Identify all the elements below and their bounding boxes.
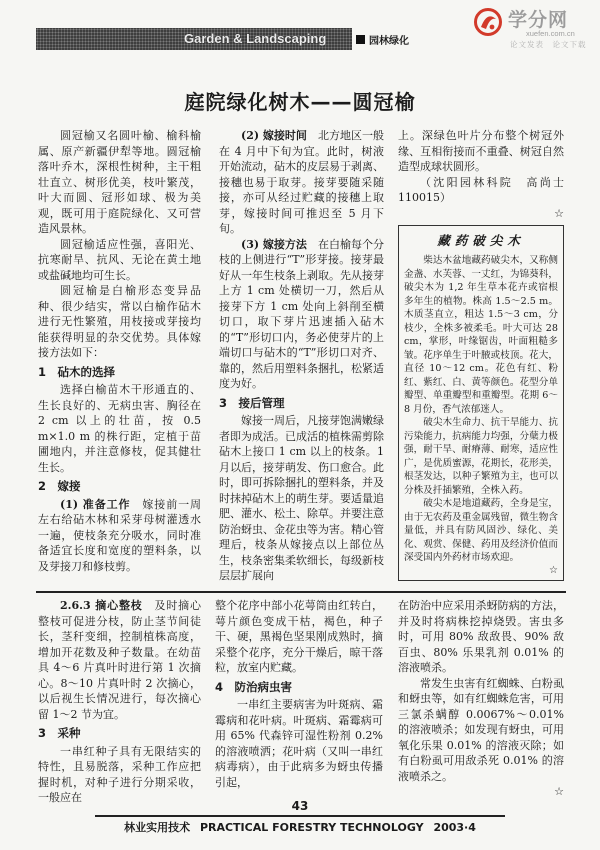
column-name: 园林绿化 <box>369 35 409 47</box>
method-paragraph <box>219 237 384 392</box>
author-byline: （沈阳园林科院 高尚士 110015） <box>398 175 575 204</box>
journal-name-cn: 林业实用技术 <box>124 821 191 834</box>
pest-paragraph-continued: 在防治中应采用杀蚜防病的方法，并及时将病株挖掉烧毁。害虫多时，可用 80% 敌敌畏、90% 敌百虫、80% 乐果乳剂 0.01% 的溶液喷杀。 <box>398 599 564 674</box>
intro-paragraph: 圆冠榆又名圆叶榆、榆科榆属、原产新疆伊犁等地。圆冠榆落叶乔木，深根性树种，主干粗壮直立、树形优美，枝叶繁茂，叶大而圆、冠形如球、极为美观，既可用于庭院绿化、又可营造风景林。 <box>38 129 201 235</box>
journal-footer <box>0 819 600 835</box>
prep-paragraph <box>38 497 201 575</box>
intro-paragraph: 圆冠榆是白榆形态变异品种、很少结实，常以白榆作砧木进行无性繁殖，用枝接或芽接均能获得明显的杂交优势。具体嫁接方法如下： <box>38 284 201 359</box>
article-title: 庭院绿化树木——圆冠榆 <box>184 90 416 114</box>
article-column-2 <box>219 128 384 584</box>
footer-divider <box>95 815 505 817</box>
subsection-text: 嫁接前一周左右给砧木林和采芽母树灌透水一遍，使枝条充分吸水，同时准备适宜长度和宽度的塑料条，以及芽接刀和修枝剪。 <box>38 497 202 573</box>
sidebar-paragraph: 柴达木盆地藏药破尖木，又称侧金盏、水芙蓉、一丈红，为锦葵科，破尖木为 1,2 年生草本花卉或宿根多年生的植物。株高 1.5～2.5 m。木质茎直立，粗达 1.5～3 cm，分枝少，全株多被柔毛。叶大可达 28 cm，掌形，叶缘锯齿，叶面粗糙多皱。花序单生于叶腋或枝顶。花大，直径 10～12 cm。花色有红、粉红、紫红、白、黄等颜色。花型分单瓣型、单重瓣型和重瓣型。花期 6～8 月份，香气浓郁迷人。 <box>404 255 558 415</box>
subsection-label: 2.6.3 摘心整枝 <box>60 599 143 612</box>
end-star-icon: ☆ <box>549 564 558 576</box>
sidebar-paragraph: 破尖木是地道藏药，全身是宝，由于无农药及重金属残留，微生物含量低，并具有防风固沙、绿化、美化、观赏、保健、药用及经济价值而深受国内外药材市场欢迎。 <box>404 498 558 563</box>
section-heading: 2 嫁接 <box>38 479 81 493</box>
subsection-text: 在白榆每个分枝的上侧进行“T”形芽接。接芽最好从一年生枝条上剥取。先从接芽上方 1 cm 处横切一刀，然后从接芽下方 1 cm 处向上斜削至横切口，取下芽片迅速插入砧木的“T”形切口内，务必使芽片的上端切口与砧木的“T”形切口对齐、靠的，然后用塑料条捆扎，松紧适度为好。 <box>219 237 384 390</box>
subsection-label: (2) 嫁接时间 <box>241 129 307 142</box>
square-bullet-icon <box>356 35 365 44</box>
journal-issue: 2003·4 <box>433 821 476 834</box>
subsection-label: (1) 准备工作 <box>60 497 131 511</box>
care-paragraph-continued: 上。深绿色叶片分布整个树冠外缘、互相衔接而不重叠、树冠自然造型成球状圆形。 <box>398 129 564 173</box>
section-heading: 3 采种 <box>38 726 81 740</box>
pest-paragraph: 常发生虫害有红蜘蛛、白粉虱和蚜虫等，如有红蜘蛛危害，可用三氯杀螨醇 0.0067%～0.01% 的溶液喷杀；如发现有蚜虫，可用氧化乐果 0.01% 的溶液灭除；如有白粉虱可用敌杀死 0.01% 的溶液喷杀之。 <box>398 676 564 783</box>
watermark-site-name: 学分网 <box>508 9 569 31</box>
xuefen-logo-icon <box>472 6 504 38</box>
banner-text: Garden & Landscaping <box>184 31 327 46</box>
sidebar-box <box>398 225 564 581</box>
section-divider <box>36 591 566 593</box>
subsection-text: 北方地区一般在 4 月中下旬为宜。此时，树液开始流动，砧木的皮层易于剥离、接穗也易于取芽。接芽要随采随接，亦可从经过贮藏的接穗上取芽，嫁接时间可推迟至 5 月下旬。 <box>219 129 384 235</box>
subsection-label: (3) 嫁接方法 <box>241 237 307 251</box>
sidebar-title: 藏药破尖木 <box>437 232 525 248</box>
section-heading: 3 接后管理 <box>219 395 285 410</box>
page-number: 43 <box>291 799 309 813</box>
sidebar-paragraph: 破尖木生命力、抗干旱能力、抗污染能力，抗病能力均强，分蘖力极强，耐干旱、耐瘠薄、耐寒，适应性广，是优质蜜源，花期长，花形美，根茎发达，以种子繁殖为主，也可以分株及扦插繁殖，全株入药。 <box>404 417 558 496</box>
section-heading: 4 防治病虫害 <box>215 679 293 694</box>
care-paragraph: 嫁接一周后，凡接芽饱满嫩绿者即为成活。已成活的植株需剪除砧木上接口 1 cm 以上的枝条。1 月以后，接芽萌发、伤口愈合。此时，即可拆除捆扎的塑料条，并及时抹掉砧木上的萌生芽。要适量追肥、灌水、松土、除草。并要注意防治蚜虫、金花虫等为害。精心管理后，枝条从嫁接点以上部位丛生，枝条密集柔软细长，每级新枝层层扩展向 <box>219 414 384 582</box>
section-banner <box>36 28 352 50</box>
end-star-icon: ☆ <box>554 785 564 798</box>
watermark-tagline: 论文发表 论文下载 <box>510 40 587 49</box>
watermark-domain: xuefen.com.cn <box>526 29 575 38</box>
section-heading: 1 砧木的选择 <box>38 364 116 379</box>
bottom-column-3 <box>398 598 564 799</box>
site-watermark <box>470 3 594 51</box>
pinch-paragraph <box>38 598 201 722</box>
bottom-column-2 <box>215 598 383 790</box>
journal-name-en: PRACTICAL FORESTRY TECHNOLOGY <box>199 821 424 834</box>
intro-paragraph: 圆冠榆适应性强，喜阳光、抗寒耐旱、抗风、无论在黄土地或盐碱地均可生长。 <box>38 237 201 282</box>
pest-paragraph: 一串红主要病害为叶斑病、霜霉病和花叶病。叶斑病、霜霉病可用 65% 代森锌可湿性粉剂 0.2% 的溶液喷洒；花叶病（又叫一串红病毒病），由于此病多为蚜虫传播引起， <box>215 698 383 789</box>
column-tag <box>356 31 409 47</box>
article-column-1 <box>38 128 201 574</box>
subsection-text: 及时摘心整枝可促进分枝，防止茎节间徒长，茎秆变细，控制植株高度，增加开花数及种子数量。在幼苗具 4～6 片真叶时进行第 1 次摘心。8～10 片真叶时 2 次摘心，以后视生长情况进行，每次摘心留 1～2 节为宜。 <box>38 599 202 721</box>
seed-paragraph-continued: 整个花序中部小花萼筒由红转白，萼片颜色变成干枯，褐色，种子干、硬，黑褐色坚果刚成熟时，摘采整个花序，充分干燥后，晾干落粒，放室内贮藏。 <box>215 599 383 674</box>
timing-paragraph <box>219 128 384 237</box>
end-star-icon: ☆ <box>554 206 564 220</box>
seed-paragraph: 一串红种子具有无限结实的特性，且易脱落，采种工作应把握时机，对种子进行分期采收，一般应在 <box>38 744 201 804</box>
rootstock-paragraph: 选择白榆苗木干形通直的、生长良好的、无病虫害、胸径在 2 cm 以上的壮苗，按 0.5 m×1.0 m 的株行距，定植于苗圃地内，并注意修枝，促其健壮生长。 <box>38 383 201 474</box>
article-column-3 <box>398 128 575 581</box>
bottom-column-1 <box>38 598 201 806</box>
